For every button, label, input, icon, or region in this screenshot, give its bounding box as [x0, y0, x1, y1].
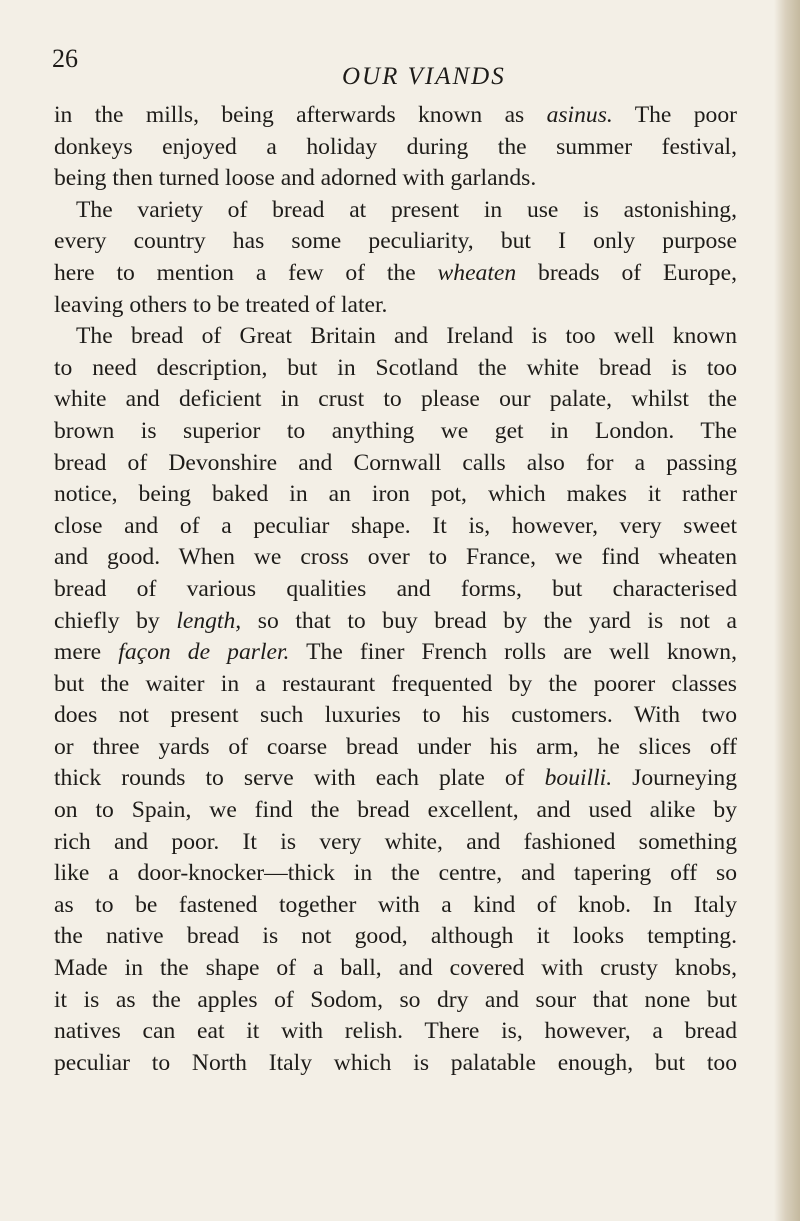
text-line: brown is superior to anything we get in London. The — [54, 417, 737, 444]
text-line: does not present such luxuries to his customers. With two — [54, 702, 737, 729]
text-line: mere façon de parler. The finer French rolls are well known, — [54, 639, 737, 666]
text-line: chiefly by length, so that to buy bread by the yard is not a — [54, 607, 737, 634]
text-line: but the waiter in a restaurant frequented by the poorer classes — [54, 670, 737, 697]
text-line: bread of Devonshire and Cornwall calls also for a passing — [54, 449, 737, 476]
page-header — [52, 44, 742, 90]
text-line: The variety of bread at present in use is astonishing, — [76, 196, 737, 223]
running-head: OUR VIANDS — [342, 63, 506, 90]
text-line: being then turned loose and adorned with garlands. — [54, 165, 537, 192]
text-line: natives can eat it with relish. There is, however, a bread — [54, 1018, 737, 1045]
text-line: rich and poor. It is very white, and fashioned something — [54, 828, 737, 855]
text-line: leaving others to be treated of later. — [54, 291, 388, 318]
text-line: white and deficient in crust to please our palate, whilst the — [54, 386, 737, 413]
page-edge-shadow — [774, 0, 800, 1221]
text-line: or three yards of coarse bread under his arm, he slices off — [54, 733, 737, 760]
text-line: it is as the apples of Sodom, so dry and sour that none but — [54, 986, 737, 1013]
text-line: as to be fastened together with a kind of knob. In Italy — [54, 891, 737, 918]
text-line: the native bread is not good, although it looks tempting. — [54, 923, 737, 950]
text-line: donkeys enjoyed a holiday during the summer festival, — [54, 133, 737, 160]
text-line: peculiar to North Italy which is palatable enough, but too — [54, 1049, 737, 1076]
text-line: to need description, but in Scotland the white bread is too — [54, 354, 737, 381]
text-line: in the mills, being afterwards known as asinus. The poor — [54, 102, 737, 128]
page-number: 26 — [52, 44, 78, 73]
text-line: close and of a peculiar shape. It is, however, very sweet — [54, 512, 737, 539]
text-line: and good. When we cross over to France, we find wheaten — [54, 544, 737, 571]
text-line: The bread of Great Britain and Ireland is too well known — [76, 323, 737, 350]
text-line: thick rounds to serve with each plate of bouilli. Journeying — [54, 765, 737, 792]
text-line: Made in the shape of a ball, and covered with crusty knobs, — [54, 955, 737, 982]
text-line: on to Spain, we find the bread excellent, and used alike by — [54, 797, 737, 824]
text-line: bread of various qualities and forms, but characterised — [54, 575, 737, 602]
text-line: every country has some peculiarity, but I only purpose — [54, 228, 737, 255]
text-line: notice, being baked in an iron pot, which makes it rather — [54, 481, 737, 508]
body-text — [54, 100, 737, 1079]
text-line: here to mention a few of the wheaten breads of Europe, — [54, 259, 737, 286]
text-line: like a door-knocker—thick in the centre, and tapering off so — [54, 860, 737, 887]
